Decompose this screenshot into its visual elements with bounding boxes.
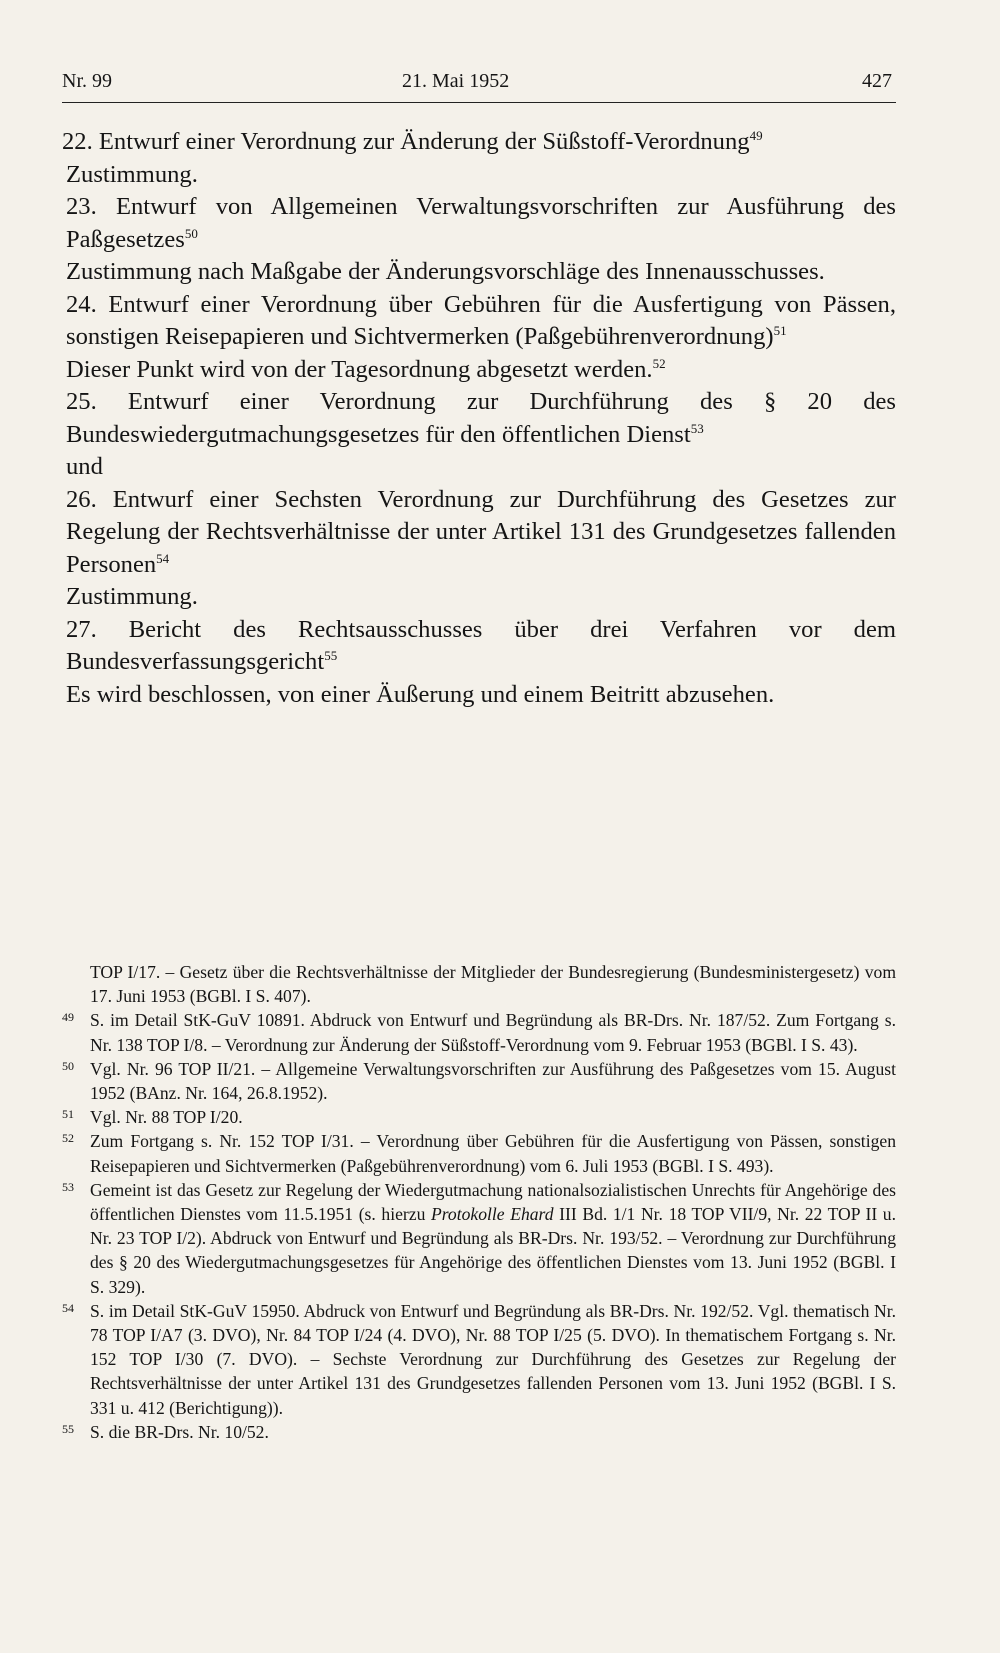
footnote-ref[interactable]: 52 <box>652 355 666 371</box>
footnote-mark: 55 <box>62 1421 74 1436</box>
footnote-50: 50 Vgl. Nr. 96 TOP II/21. – Allgemeine Verwaltungsvorschriften zur Ausführung des Paßgesetzes vom 15. August 1952 (BAnz. Nr. 164, 26.8.1952). <box>62 1057 896 1105</box>
agenda-item-25: 25. Entwurf einer Verordnung zur Durchführung des § 20 des Bundeswiedergutmachungsgesetzes für den öffentlichen Dienst$^{53}$ <box>66 388 896 448</box>
footnote-51: 51 Vgl. Nr. 88 TOP I/20. <box>62 1105 896 1129</box>
page-header <box>62 70 896 103</box>
footnote-mark: 49 <box>62 1010 74 1025</box>
agenda-result-26: Zustimmung. <box>66 583 198 610</box>
agenda-item-24: 24. Entwurf einer Verordnung über Gebühren für die Ausfertigung von Pässen, sonstigen Reisepapieren und Sichtvermerken (Paßgebührenverordnung)$^{51}$ <box>66 290 896 350</box>
footnote-ref[interactable]: 53 <box>690 420 704 436</box>
footnote-mark: 51 <box>62 1107 74 1122</box>
page-number: 427 <box>862 70 892 92</box>
footnote-mark: 52 <box>62 1131 74 1146</box>
agenda-body <box>62 126 896 711</box>
footnote-53: 53 Gemeint ist das Gesetz zur Regelung der Wiedergutmachung nationalsozialistischen Unrechts für Angehörige des öffentlichen Dienstes vom 11.5.1951 (s. hierzu Protokolle Ehard III Bd. 1/1 Nr. 18 TOP VII/9, Nr. 22 TOP II u. Nr. 23 TOP I/2). Abdruck von Entwurf und Begründung als BR-Drs. Nr. 193/52. – Verordnung zur Durchführung des § 20 des Wiedergutmachungsgesetzes für Angehörige des öffentlichen Dienstes vom 13. Juni 1952 (BGBl. I S. 329). <box>62 1178 896 1299</box>
footnote-ref[interactable]: 55 <box>324 647 338 663</box>
document-number: Nr. 99 <box>62 70 112 92</box>
agenda-result-27: Es wird beschlossen, von einer Äußerung und einem Beitritt abzusehen. <box>66 680 775 708</box>
conjunction-text: und <box>66 453 103 480</box>
footnote-ref[interactable]: 51 <box>773 322 787 338</box>
footnote-continuation: TOP I/17. – Gesetz über die Rechtsverhältnisse der Mitglieder der Bundesregierung (Bundesministergesetz) vom 17. Juni 1953 (BGBl. I S. 407). <box>90 962 896 1007</box>
footnote-55: 55 S. die BR-Drs. Nr. 10/52. <box>62 1420 896 1444</box>
footnotes <box>62 960 896 1444</box>
agenda-result-24: Dieser Punkt wird von der Tagesordnung abgesetzt werden.$^{52}$ <box>66 355 666 383</box>
footnote-ref[interactable]: 54 <box>156 550 170 566</box>
footnote-ref[interactable]: 49 <box>749 127 763 143</box>
agenda-result-23: Zustimmung nach Maßgabe der Änderungsvorschläge des Innenausschusses. <box>66 258 825 285</box>
agenda-result-22: Zustimmung. <box>66 160 198 188</box>
footnote-ref[interactable]: 50 <box>184 225 198 241</box>
agenda-item-27: 27. Bericht des Rechtsausschusses über drei Verfahren vor dem Bundesverfassungsgericht$^{55}$ <box>66 615 896 675</box>
agenda-item-22: 22. Entwurf einer Verordnung zur Änderung der Süßstoff-Verordnung$^{49}$ <box>62 127 763 155</box>
footnote-mark: 54 <box>62 1300 74 1315</box>
agenda-item-26: 26. Entwurf einer Sechsten Verordnung zur Durchführung des Gesetzes zur Regelung der Rechtsverhältnisse der unter Artikel 131 des Grundgesetzes fallenden Personen$^{54}$ <box>66 485 896 578</box>
footnote-mark: 50 <box>62 1058 74 1073</box>
footnote-54: 54 S. im Detail StK-GuV 15950. Abdruck von Entwurf und Begründung als BR-Drs. Nr. 192/52. Vgl. thematisch Nr. 78 TOP I/A7 (3. DVO), Nr. 84 TOP I/24 (4. DVO), Nr. 88 TOP I/25 (5. DVO). In thematischem Fortgang s. Nr. 152 TOP I/30 (7. DVO). – Sechste Verordnung zur Durchführung des Gesetzes zur Regelung der Rechtsverhältnisse der unter Artikel 131 des Grundgesetzes fallenden Personen vom 13. Juni 1952 (BGBl. I S. 331 u. 412 (Berichtigung)). <box>62 1299 896 1420</box>
session-date: 21. Mai 1952 <box>402 70 510 92</box>
footnote-49: 49 S. im Detail StK-GuV 10891. Abdruck von Entwurf und Begründung als BR-Drs. Nr. 187/52. Zum Fortgang s. Nr. 138 TOP I/8. – Verordnung zur Änderung der Süßstoff-Verordnung vom 9. Februar 1953 (BGBl. I S. 43). <box>62 1008 896 1056</box>
cited-work-title: Protokolle Ehard <box>430 1204 554 1225</box>
agenda-item-23: 23. Entwurf von Allgemeinen Verwaltungsvorschriften zur Ausführung des Paßgesetzes$^{50}$ <box>66 193 896 253</box>
footnote-mark: 53 <box>62 1179 74 1194</box>
footnote-52: 52 Zum Fortgang s. Nr. 152 TOP I/31. – Verordnung über Gebühren für die Ausfertigung von Pässen, sonstigen Reisepapieren und Sichtvermerken (Paßgebührenverordnung) vom 6. Juli 1953 (BGBl. I S. 493). <box>62 1129 896 1177</box>
